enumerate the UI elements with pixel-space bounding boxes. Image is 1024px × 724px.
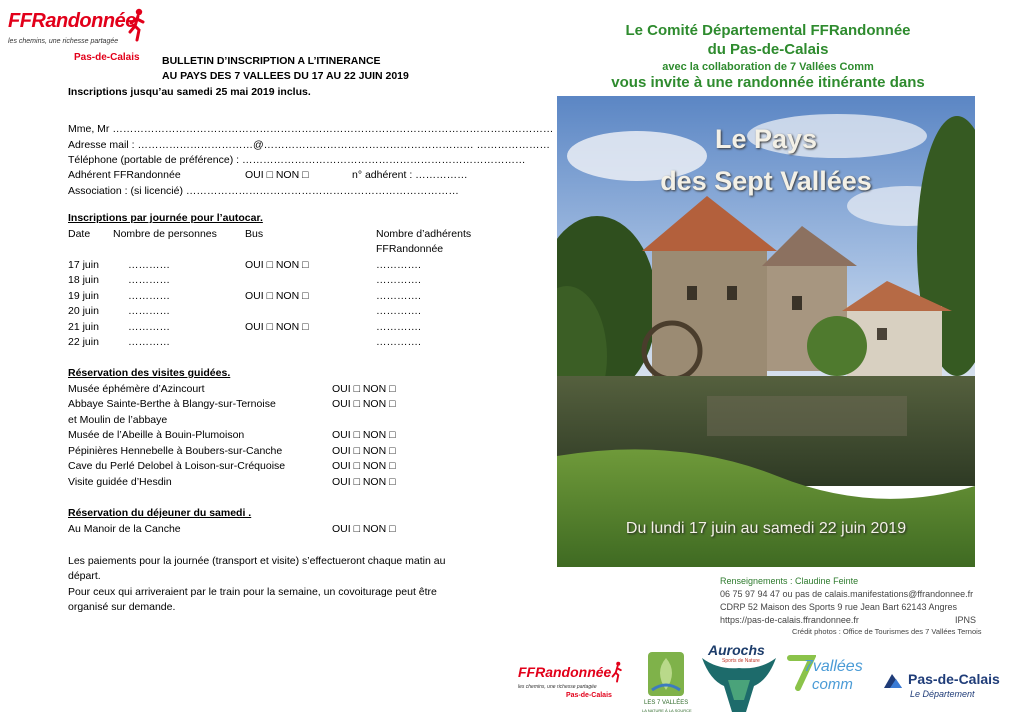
visit-choice[interactable]: OUI □ NON □ xyxy=(332,398,396,410)
bus-row-choice[interactable]: OUI □ NON □ xyxy=(245,259,309,271)
info-website[interactable]: https://pas-de-calais.ffrandonnee.fr xyxy=(720,615,859,625)
phone-field[interactable]: Téléphone (portable de préférence) : ……………………………………………………………………… xyxy=(68,154,526,166)
lunch-choice[interactable]: OUI □ NON □ xyxy=(332,523,396,535)
header-line1: Le Comité Départemental FFRandonnée xyxy=(625,22,911,39)
bus-row-persons[interactable]: ………… xyxy=(128,336,170,348)
aurochs-sub: Sports de Nature xyxy=(722,658,760,664)
col-persons: Nombre de personnes xyxy=(113,228,217,240)
footer-ff-dep: Pas-de-Calais xyxy=(566,692,612,699)
col-date: Date xyxy=(68,228,91,240)
cover-title-line1: Le Pays xyxy=(714,124,818,154)
bus-row-date: 19 juin xyxy=(68,290,99,302)
leaf-icon xyxy=(646,650,686,698)
aurochs-name: Aurochs xyxy=(708,642,765,658)
7-vallees-comm-logo xyxy=(784,640,874,715)
bus-row-date: 17 juin xyxy=(68,259,99,271)
form-title-line1: BULLETIN D’INSCRIPTION A L’ITINERANCE xyxy=(162,55,381,67)
bus-row-members[interactable]: …………. xyxy=(376,321,421,333)
cover-title-line2: des Sept Vallées xyxy=(660,166,872,196)
train-text: Pour ceux qui arriveraient par le train pour la semaine, un covoiturage peut être xyxy=(68,586,437,598)
ffrandonnee-brand: FFRandonnée xyxy=(8,10,136,32)
member-number-field[interactable]: n° adhérent : …………… xyxy=(352,169,468,181)
info-contact: Renseignements : Claudine Feinte xyxy=(720,576,859,586)
col-members: Nombre d’adhérents xyxy=(376,228,472,240)
pdc-sub: Le Département xyxy=(910,689,975,699)
bus-row-date: 20 juin xyxy=(68,305,99,317)
member-label: Adhérent FFRandonnée xyxy=(68,169,181,181)
les-7-vallees-logo xyxy=(640,640,692,715)
visit-choice[interactable]: OUI □ NON □ xyxy=(332,429,396,441)
visit-label: Visite guidée d’Hesdin xyxy=(68,476,172,488)
visit-label: Abbaye Sainte-Berthe à Blangy-sur-Ternoise xyxy=(68,398,276,410)
cover-photo xyxy=(557,96,975,567)
member-checkbox[interactable]: OUI □ NON □ xyxy=(245,169,309,181)
bus-row-persons[interactable]: ………… xyxy=(128,305,170,317)
info-phone-email[interactable]: 06 75 97 94 47 ou pas de calais.manifestations@ffrandonnee.fr xyxy=(720,589,974,599)
name-field[interactable]: Mme, Mr ……………………………………………………………………………………………………………… xyxy=(68,123,554,135)
info-ipns: IPNS xyxy=(955,615,977,625)
visit-label: Musée de l’Abeille à Bouin-Plumoison xyxy=(68,429,245,441)
footer-ff-tag: les chemins, une richesse partagée xyxy=(518,684,597,690)
ffrandonnee-department: Pas-de-Calais xyxy=(74,52,140,63)
payment-text-2: départ. xyxy=(68,570,101,582)
bus-row-members[interactable]: …………. xyxy=(376,290,421,302)
visits-heading: Réservation des visites guidées. xyxy=(68,367,231,379)
visit-choice[interactable]: OUI □ NON □ xyxy=(332,445,396,457)
7vc-word1: 7vallées xyxy=(804,658,863,675)
bus-row-persons[interactable]: ………… xyxy=(128,290,170,302)
les-7-vallees-sub: LA NATURE À LA SOURCE xyxy=(642,708,692,713)
bus-row-members[interactable]: …………. xyxy=(376,274,421,286)
pdc-name: Pas-de-Calais xyxy=(908,671,1000,687)
header-line3: avec la collaboration de 7 Vallées Comm xyxy=(662,61,874,73)
visit-choice[interactable]: OUI □ NON □ xyxy=(332,460,396,472)
pas-de-calais-logo xyxy=(882,640,1007,715)
department-shape-icon xyxy=(882,672,904,690)
bus-row-members[interactable]: …………. xyxy=(376,336,421,348)
cover-date: Du lundi 17 juin au samedi 22 juin 2019 xyxy=(625,520,907,537)
bus-row-choice[interactable]: OUI □ NON □ xyxy=(245,290,309,302)
lunch-heading: Réservation du déjeuner du samedi . xyxy=(68,507,252,519)
form-title-line2: AU PAYS DES 7 VALLEES DU 17 AU 22 JUIN 2019 xyxy=(162,70,409,82)
association-field[interactable]: Association : (si licencié) …………………………………………………………………… xyxy=(68,185,459,197)
payment-text: Les paiements pour la journée (transport et visite) s’effectueront chaque matin au xyxy=(68,555,446,567)
bus-row-persons[interactable]: ………… xyxy=(128,321,170,333)
registration-deadline: Inscriptions jusqu’au samedi 25 mai 2019 inclus. xyxy=(68,86,311,98)
visit-label: Musée éphémère d’Azincourt xyxy=(68,383,205,395)
bus-row-date: 18 juin xyxy=(68,274,99,286)
bus-row-persons[interactable]: ………… xyxy=(128,274,170,286)
les-7-vallees-name: LES 7 VALLÉES xyxy=(644,700,689,706)
email-field[interactable]: Adresse mail : ……………………………@…………………………………………………… ………………… xyxy=(68,139,551,151)
lunch-label: Au Manoir de la Canche xyxy=(68,523,181,535)
bus-row-date: 21 juin xyxy=(68,321,99,333)
info-address: CDRP 52 Maison des Sports 9 rue Jean Bart 62143 Angres xyxy=(720,602,957,612)
ffrandonnee-footer-logo xyxy=(518,640,628,715)
bus-row-persons[interactable]: ………… xyxy=(128,259,170,271)
visit-label: Pépinières Hennebelle à Boubers-sur-Canche xyxy=(68,445,283,457)
bus-row-choice[interactable]: OUI □ NON □ xyxy=(245,321,309,333)
bus-row-date: 22 juin xyxy=(68,336,99,348)
col-members-2: FFRandonnée xyxy=(376,243,444,255)
header-line2: du Pas-de-Calais xyxy=(707,41,829,58)
ffrandonnee-logo xyxy=(8,8,148,63)
train-text-2: organisé sur demande. xyxy=(68,601,176,613)
walker-icon xyxy=(610,660,624,684)
col-bus: Bus xyxy=(245,228,264,240)
7vc-word2: comm xyxy=(812,676,853,693)
visit-label: et Moulin de l’abbaye xyxy=(68,414,168,426)
photo-credit: Crédit photos : Office de Tourismes des 7 Vallées Ternois xyxy=(792,627,982,636)
visit-label: Cave du Perlé Delobel à Loison-sur-Créquoise xyxy=(68,460,286,472)
ffrandonnee-tagline: les chemins, une richesse partagée xyxy=(8,38,119,45)
aurochs-logo xyxy=(698,640,780,715)
bus-row-members[interactable]: …………. xyxy=(376,305,421,317)
header-line4: vous invite à une randonnée itinérante dans xyxy=(611,74,925,91)
visit-choice[interactable]: OUI □ NON □ xyxy=(332,383,396,395)
bus-row-members[interactable]: …………. xyxy=(376,259,421,271)
visit-choice[interactable]: OUI □ NON □ xyxy=(332,476,396,488)
bus-section-heading: Inscriptions par journée pour l’autocar. xyxy=(68,212,263,224)
footer-ff-brand: FFRandonnée xyxy=(518,664,612,680)
walker-icon xyxy=(126,8,148,42)
